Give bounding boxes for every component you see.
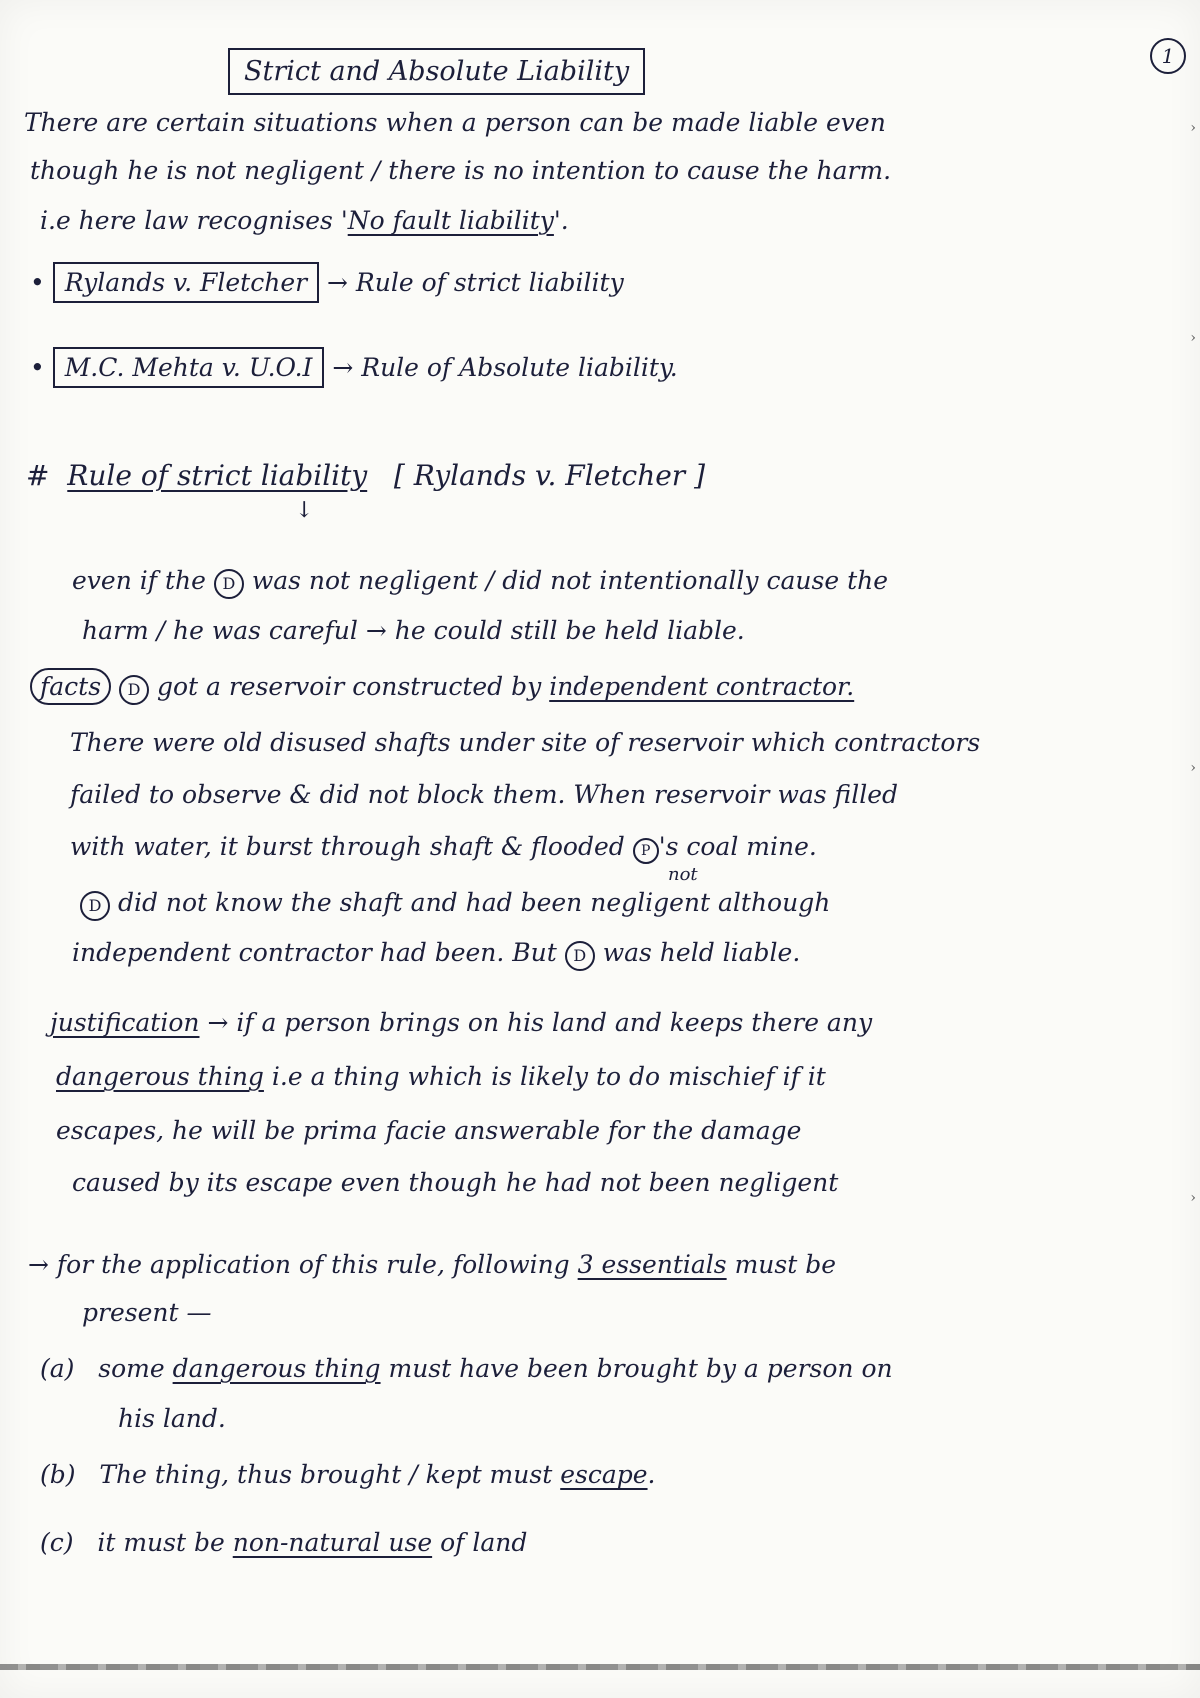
facts-line-5 (80, 890, 830, 921)
case-row-2 (30, 355, 678, 380)
facts-line-3: failed to observe & did not block them. When reservoir was filled (70, 780, 898, 809)
dangerous-thing-term: dangerous thing (56, 1062, 264, 1091)
independent-contractor-term: independent contractor. (549, 672, 855, 701)
margin-mark: › (1190, 120, 1196, 136)
facts-label: facts (30, 668, 111, 705)
margin-mark: › (1190, 1190, 1196, 1206)
essential-text-pre: some (98, 1354, 165, 1383)
essential-marker: (c) (40, 1528, 74, 1557)
essentials-intro-text-a: → for the application of this rule, following (28, 1250, 570, 1279)
defendant-circle: D (119, 675, 149, 705)
intro-line-3-prefix: i.e here law recognises ' (40, 206, 348, 235)
essential-text-post: of land (440, 1528, 528, 1557)
essential-item-b (40, 1462, 656, 1487)
essential-text-pre: The thing, thus brought / kept must (99, 1460, 553, 1489)
justification-label: justification (50, 1008, 200, 1037)
facts-line-6 (72, 940, 800, 971)
facts-line-1-text: got a reservoir constructed by (156, 672, 542, 701)
essential-text-pre: it must be (97, 1528, 225, 1557)
bullet-icon: • (30, 268, 45, 297)
facts-line-6-text: independent contractor had been. But (72, 938, 557, 967)
margin-mark: › (1190, 330, 1196, 346)
defendant-circle: D (565, 941, 595, 971)
essential-term: non-natural use (232, 1528, 433, 1557)
three-essentials-term: 3 essentials (577, 1250, 727, 1279)
explanation-text-b: was not negligent / did not intentionally cause the (251, 566, 889, 595)
hash-symbol: # (26, 459, 50, 492)
page-title: Strict and Absolute Liability (228, 48, 645, 95)
justification-line-4: caused by its escape even though he had not been negligent (72, 1168, 839, 1197)
essential-item-c (40, 1530, 527, 1555)
section-heading (26, 459, 706, 492)
not-insert-note: not (668, 864, 698, 885)
facts-line-2: There were old disused shafts under site of reservoir which contractors (70, 728, 981, 757)
essential-marker: (b) (40, 1460, 76, 1489)
facts-line-4 (70, 834, 817, 864)
facts-line-4-suffix: 's coal mine. (658, 832, 817, 861)
case-name-mc-mehta: M.C. Mehta v. U.O.I (53, 347, 325, 388)
case-rule-absolute: → Rule of Absolute liability. (332, 353, 678, 382)
facts-line-4-text: with water, it burst through shaft & flooded (70, 832, 625, 861)
essential-term: dangerous thing (172, 1354, 381, 1383)
explanation-line-2: harm / he was careful → he could still be held liable. (82, 616, 745, 645)
essential-item-a-cont: his land. (118, 1404, 226, 1433)
facts-line-5-text: did not know the shaft and had been negligent although (117, 888, 831, 917)
essentials-intro-line-2: present — (82, 1298, 212, 1327)
page-bottom-edge (0, 1664, 1200, 1670)
page-number: 1 (1150, 38, 1186, 74)
case-row-1 (30, 270, 624, 295)
bullet-icon: • (30, 353, 45, 382)
intro-line-2: though he is not negligent / there is no intention to cause the harm. (30, 156, 892, 185)
justification-line-2 (56, 1064, 826, 1089)
section-heading-text: Rule of strict liability (67, 459, 368, 492)
essential-text-post: must have been brought by a person on (388, 1354, 893, 1383)
case-rule-strict: → Rule of strict liability (327, 268, 624, 297)
justification-line-2-text: i.e a thing which is likely to do mischief if it (271, 1062, 826, 1091)
defendant-circle: D (80, 891, 110, 921)
justification-line-1-text: → if a person brings on his land and keeps there any (207, 1008, 873, 1037)
essential-term: escape (560, 1460, 648, 1489)
plaintiff-circle: P (633, 838, 659, 864)
section-case-ref: [ Rylands v. Fletcher ] (393, 459, 706, 492)
essential-item-a (40, 1356, 893, 1381)
facts-line-6-suffix: was held liable. (602, 938, 801, 967)
intro-line-3-suffix: '. (553, 206, 569, 235)
essentials-intro-text-b: must be (734, 1250, 837, 1279)
justification-line-1 (50, 1010, 872, 1035)
essentials-intro-line-1 (28, 1252, 836, 1277)
explanation-line-1 (72, 568, 888, 599)
down-arrow-icon: ↓ (295, 498, 314, 523)
essential-text-post: . (647, 1460, 656, 1489)
justification-line-3: escapes, he will be prima facie answerable for the damage (56, 1116, 802, 1145)
intro-line-3 (40, 208, 569, 233)
essential-marker: (a) (40, 1354, 75, 1383)
margin-mark: › (1190, 760, 1196, 776)
case-name-rylands: Rylands v. Fletcher (53, 262, 319, 303)
defendant-circle: D (214, 569, 244, 599)
facts-line-1 (30, 674, 854, 705)
no-fault-liability-term: No fault liability (347, 206, 554, 235)
intro-line-1: There are certain situations when a person can be made liable even (24, 108, 886, 137)
explanation-text-a: even if the (72, 566, 206, 595)
